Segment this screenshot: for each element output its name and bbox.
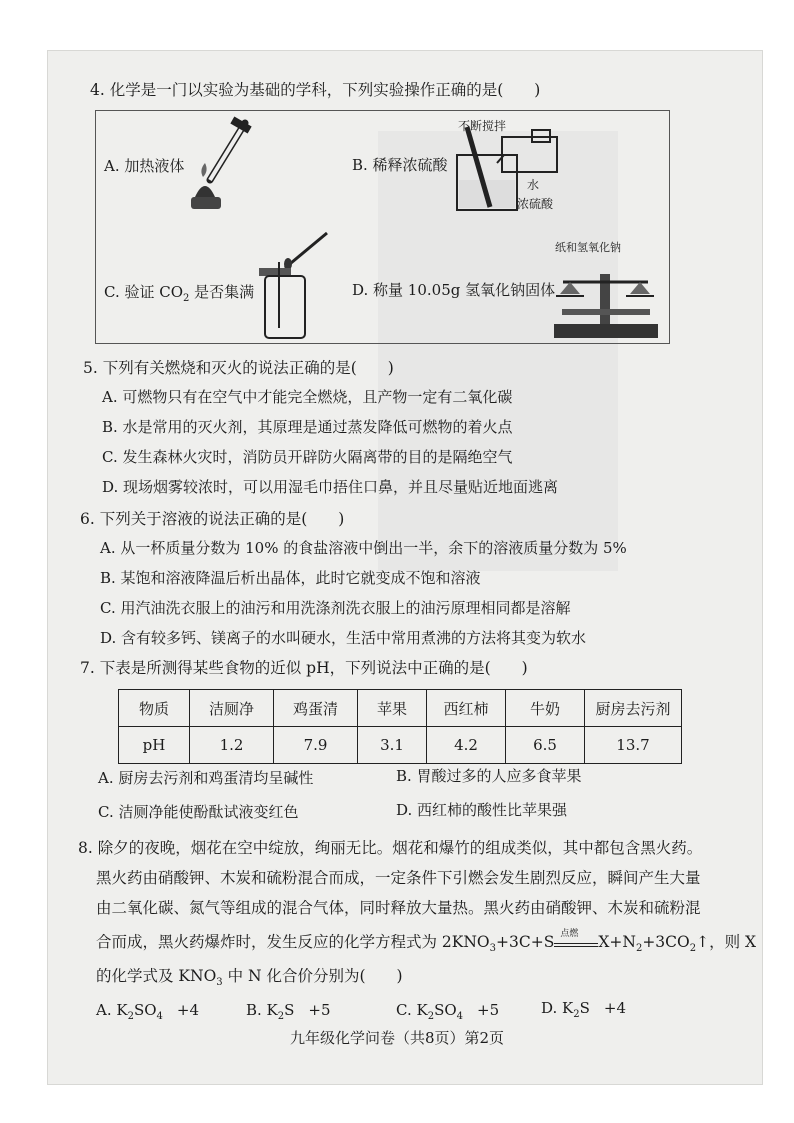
- q6-option-b: B. 某饱和溶液降温后析出晶体，此时它就变成不饱和溶液: [100, 569, 481, 587]
- co2-collection-illustration: [255, 228, 335, 343]
- q4-option-d: D. 称量 10.05g 氢氧化钠固体: [352, 281, 556, 299]
- q7-option-b: B. 胃酸过多的人应多食苹果: [396, 767, 582, 785]
- q5-option-d: D. 现场烟雾较浓时，可以用湿毛巾捂住口鼻，并且尽量贴近地面逃离: [102, 478, 559, 496]
- q4-option-a: A. 加热液体: [104, 157, 185, 175]
- q4-option-b: B. 稀释浓硫酸: [352, 156, 448, 174]
- q4-option-c: C. 验证 $CO_2$ 是否集满: [104, 283, 255, 304]
- q8-option-b: B. $K_2S +5$: [246, 1001, 331, 1022]
- q7-option-a: A. 厨房去污剂和鸡蛋清均呈碱性: [98, 769, 314, 787]
- q7-option-c: C. 洁厕净能使酚酞试液变红色: [98, 803, 299, 821]
- ph-table-header-row: [119, 690, 682, 727]
- table-header-cell: 洁厕净: [190, 690, 274, 727]
- table-header-cell: 厨房去污剂: [585, 690, 682, 727]
- ph-table: [118, 689, 682, 764]
- table-cell: pH: [119, 727, 190, 764]
- label-water: 水: [527, 178, 540, 192]
- label-concentrated-acid: 浓硫酸: [517, 197, 554, 211]
- q7-stem: 7. 下表是所测得某些食物的近似 pH，下列说法中正确的是( ): [80, 659, 528, 677]
- q5-stem: 5. 下列有关燃烧和灭火的说法正确的是( ): [83, 359, 394, 377]
- q8-line-1: 8. 除夕的夜晚，烟花在空中绽放，绚丽无比。烟花和爆竹的组成类似，其中都包含黑火药。: [78, 839, 703, 857]
- label-paper-naoh: 纸和氢氧化钠: [555, 241, 621, 254]
- reaction-arrow: 点燃: [554, 934, 598, 952]
- table-header-cell: 西红柿: [427, 690, 506, 727]
- table-header-cell: 牛奶: [506, 690, 585, 727]
- table-cell: 1.2: [190, 727, 274, 764]
- q8-option-a: A. $K_2SO_4 +4$: [96, 1001, 200, 1022]
- table-header-cell: 物质: [119, 690, 190, 727]
- balance-illustration: [548, 254, 663, 344]
- table-cell: 13.7: [585, 727, 682, 764]
- table-cell: 3.1: [358, 727, 427, 764]
- table-header-cell: 鸡蛋清: [274, 690, 358, 727]
- q5-option-c: C. 发生森林火灾时，消防员开辟防火隔离带的目的是隔绝空气: [102, 448, 513, 466]
- q6-stem: 6. 下列关于溶液的说法正确的是( ): [80, 510, 345, 528]
- table-header-cell: 苹果: [358, 690, 427, 727]
- q8-line-5: 的化学式及 $KNO_3$ 中 N 化合价分别为( ): [96, 967, 403, 988]
- q8-option-d: D. $K_2S +4$: [541, 999, 627, 1020]
- q6-option-a: A. 从一杯质量分数为 10% 的食盐溶液中倒出一半，余下的溶液质量分数为 5%: [100, 539, 627, 557]
- q6-option-d: D. 含有较多钙、镁离子的水叫硬水，生活中常用煮沸的方法将其变为软水: [100, 629, 587, 647]
- page-footer: 九年级化学问卷（共8页）第2页: [289, 1029, 505, 1047]
- heating-liquid-illustration: [185, 115, 265, 215]
- table-cell: 6.5: [506, 727, 585, 764]
- label-stir: 不断搅拌: [458, 119, 507, 133]
- q7-option-d: D. 西红柿的酸性比苹果强: [396, 801, 568, 819]
- table-cell: 4.2: [427, 727, 506, 764]
- q8-line-2: 黑火药由硝酸钾、木炭和硫粉混合而成，一定条件下引燃会发生剧烈反应，瞬间产生大量: [96, 869, 701, 887]
- q5-option-a: A. 可燃物只有在空气中才能完全燃烧，且产物一定有二氧化碳: [102, 388, 513, 406]
- q6-option-c: C. 用汽油洗衣服上的油污和用洗涤剂洗衣服上的油污原理相同都是溶解: [100, 599, 571, 617]
- ph-table-value-row: [119, 727, 682, 764]
- table-cell: 7.9: [274, 727, 358, 764]
- q8-equation-line: 合而成，黑火药爆炸时，发生反应的化学方程式为 $2KNO_3+3C+S$ 点燃 $X+N_2+3CO_2↑$，则 X: [96, 929, 757, 954]
- q4-stem: 4. 化学是一门以实验为基础的学科，下列实验操作正确的是( ): [90, 81, 541, 99]
- q8-line-3: 由二氧化碳、氮气等组成的混合气体，同时释放大量热。黑火药由硝酸钾、木炭和硫粉混: [96, 899, 701, 917]
- q8-option-c: C. $K_2SO_4 +5$: [396, 1001, 500, 1022]
- q5-option-b: B. 水是常用的灭火剂，其原理是通过蒸发降低可燃物的着火点: [102, 418, 513, 436]
